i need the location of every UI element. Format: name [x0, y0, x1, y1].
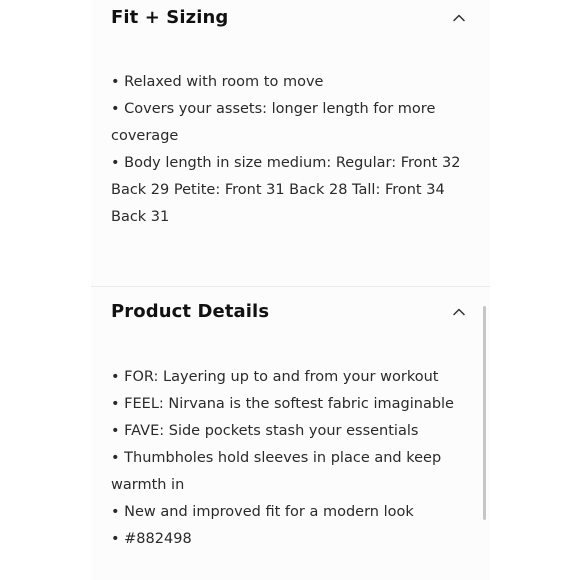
fit-sizing-title: Fit + Sizing	[111, 6, 229, 28]
product-details-section	[91, 287, 490, 580]
list-item: • Covers your assets: longer length for more coverage	[111, 101, 436, 144]
list-item: • FAVE: Side pockets stash your essentials	[111, 423, 419, 439]
product-details-header[interactable]	[111, 298, 470, 324]
scrollbar[interactable]	[483, 306, 486, 520]
product-details-content	[111, 364, 479, 553]
list-item: • FEEL: Nirvana is the softest fabric imaginable	[111, 396, 454, 412]
list-item: • Relaxed with room to move	[111, 74, 324, 90]
list-item: • New and improved fit for a modern look	[111, 504, 414, 520]
product-details-title: Product Details	[111, 300, 270, 322]
chevron-up-icon[interactable]	[448, 300, 470, 322]
chevron-up-icon[interactable]	[448, 6, 470, 28]
list-item: • Thumbholes hold sleeves in place and keep warmth in	[111, 450, 442, 493]
fit-sizing-section	[91, 0, 490, 286]
list-item: • Body length in size medium: Regular: Front 32 Back 29 Petite: Front 31 Back 28 Tall: Front 34 Back 31	[111, 155, 461, 225]
fit-sizing-header[interactable]	[111, 4, 470, 30]
list-item: • #882498	[111, 531, 192, 547]
fit-sizing-content	[111, 69, 479, 231]
list-item: • FOR: Layering up to and from your workout	[111, 369, 439, 385]
